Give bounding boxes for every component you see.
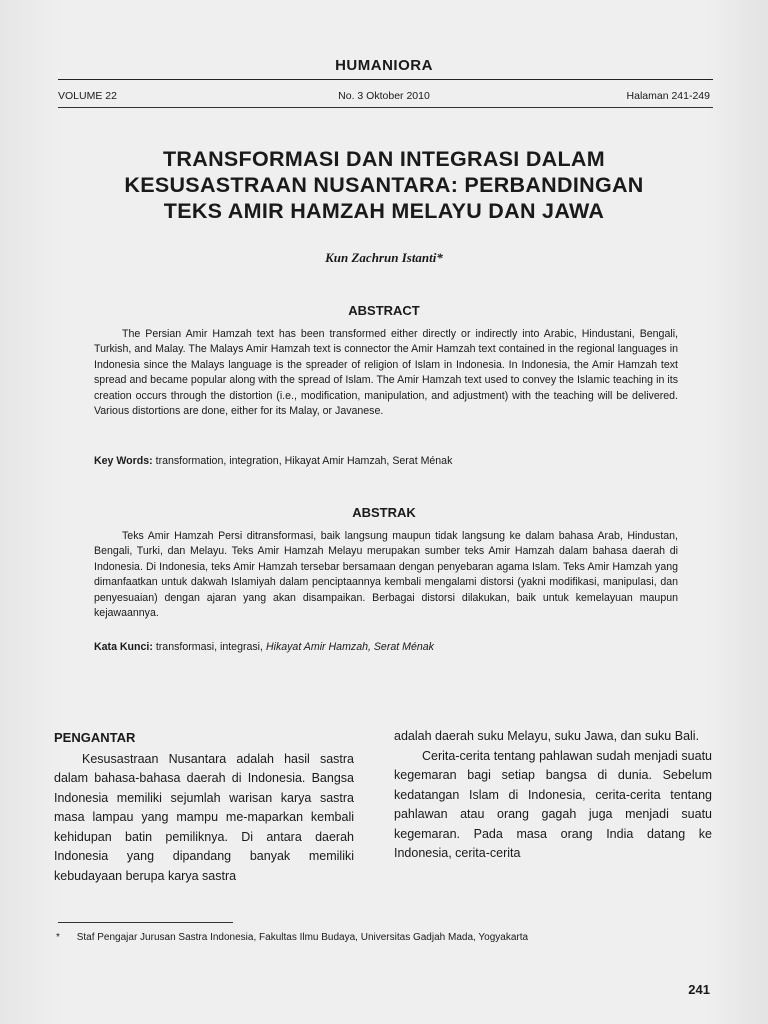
page-number: 241 [688,982,710,997]
subheader-rule [58,107,713,108]
intro-heading: PENGANTAR [54,730,136,745]
title-line: TRANSFORMASI DAN INTEGRASI DALAM [163,147,605,171]
footnote-marker: * [56,932,60,943]
intro-left-column [54,728,354,886]
intro-paragraph: Kesusastraan Nusantara adalah hasil sastra dalam bahasa-bahasa daerah di Indonesia. Bangsa Indonesia memiliki sejumlah warisan karya sastra masa lampau yang mampu me-maparkan kembali kehidupan batin pemiliknya. Di antara daerah Indonesia yang dipandang banyak memiliki kebudayaan berupa karya sastra [54,751,354,883]
author-name: Kun Zachrun Istanti* [325,250,443,265]
abstrak-body: Teks Amir Hamzah Persi ditransformasi, baik langsung maupun tidak langsung ke dalam bahasa Arab, Hindustan, Bengali, Turki, dan Melayu. Teks Amir Hamzah Melayu merupakan sumber teks Amir Hamzah dalam bahasa daerah di Indonesia. Di Indonesia, teks Amir Hamzah tersebar bersamaan dengan penyebaran agama Islam. Teks Amir Hamzah yang dimanfaatkan untuk dakwah Islamiyah dalam penciptaannya kembali mengalami distorsi (yakni modifikasi, manipulasi, dan penyesuaian) dengan ajaran yang akan disampaikan. Berbagai distorsi dilakukan, baik untuk kemelayuan maupun kejawaannya. [94,530,678,620]
intro-right-column [394,727,712,864]
header-rule [58,79,713,80]
keywords-line [94,455,678,467]
footnote [56,932,528,943]
kata-kunci-italic: Hikayat Amir Hamzah, Serat Ménak [265,641,434,653]
pages-label: Halaman 241-249 [626,90,710,102]
kata-kunci-label: Kata Kunci: [94,641,153,653]
volume-label: VOLUME 22 [58,90,117,102]
article-title [0,146,768,224]
kata-kunci-text: transformasi, integrasi, [155,641,263,653]
abstract-body: The Persian Amir Hamzah text has been transformed either directly or indirectly into Arabic, Hindustani, Bengali, Turkish, and Malay. The Malays Amir Hamzah text is connector the Amir Hamzah text contained in the regional languages in Indonesia since the Malays language is the spreader of religion of Islam in Indonesia. In Indonesia, the Amir Hamzah text spread and became popular along with the spread of Islam. The Amir Hamzah text used to convey the Islamic teaching in its creation occurs through the distortion (i.e., modification, manipulation, and adjustment) with the teaching will be delivered. Various distortions are done, either for its Malay, or Javanese. [94,328,678,418]
footnote-rule [58,922,233,923]
journal-name: HUMANIORA [335,57,433,74]
abstrak-heading: ABSTRAK [352,505,416,520]
intro-paragraph-continued: adalah daerah suku Melayu, suku Jawa, dan suku Bali. [394,729,700,743]
title-line: KESUSASTRAAN NUSANTARA: PERBANDINGAN [124,173,644,197]
title-line: TEKS AMIR HAMZAH MELAYU DAN JAWA [163,199,605,223]
keywords-label: Key Words: [94,455,153,467]
abstract-heading: ABSTRACT [348,303,420,318]
kata-kunci-line [94,641,678,653]
intro-paragraph-2: Cerita-cerita tentang pahlawan sudah menjadi suatu kegemaran bagi setiap bangsa di dunia. Sebelum kedatangan Islam di Indonesia, cerita-cerita tentang pahlawan atau orang gagah juga menjadi suatu kegemaran. Pada masa orang India datang ke Indonesia, cerita-cerita [394,748,712,860]
issue-label: No. 3 Oktober 2010 [338,90,430,102]
footnote-text: Staf Pengajar Jurusan Sastra Indonesia, Fakultas Ilmu Budaya, Universitas Gadjah Mada, Yogyakarta [76,932,529,943]
keywords-text: transformation, integration, Hikayat Amir Hamzah, Serat Ménak [155,455,453,467]
